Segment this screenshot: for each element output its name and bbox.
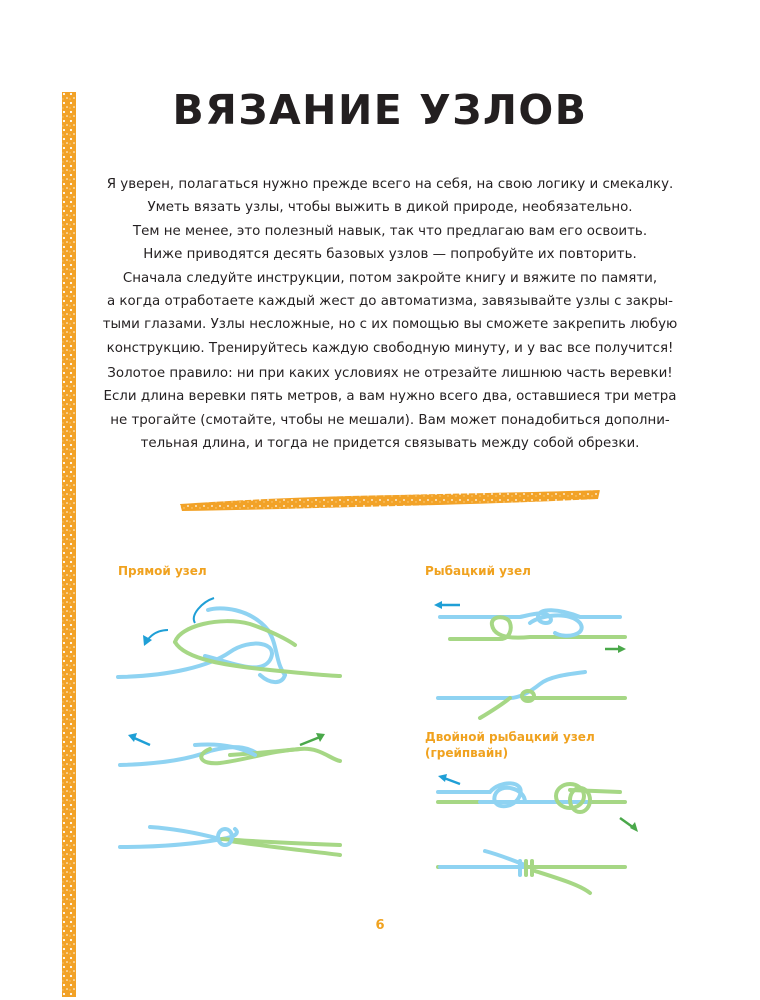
intro-line: Уметь вязать узлы, чтобы выжить в дикой природе, необязательно. — [147, 200, 633, 216]
intro-line: Я уверен, полагаться нужно прежде всего на себя, на свою логику и смекалку. — [106, 177, 674, 192]
intro-line: Ниже приводятся десять базовых узлов — попробуйте их повторить. — [143, 247, 637, 263]
square-knot-step-1 — [110, 590, 350, 700]
caption-fisherman-knot: Рыбацкий узел — [425, 564, 531, 578]
brush-divider — [178, 486, 602, 514]
page-title: ВЯЗАНИЕ УЗЛОВ — [172, 86, 588, 134]
intro-line: а когда отработаете каждый жест до автоматизма, завязывайте узлы с закры- — [106, 294, 674, 310]
golden-rule-paragraph — [100, 362, 680, 456]
edge-decoration-stripe — [62, 92, 76, 997]
caption-double-fisherman-line1: Двойной рыбацкий узел — [425, 730, 595, 744]
intro-paragraph — [100, 173, 680, 360]
rule-line: Золотое правило: ни при каких условиях не отрезайте лишнюю часть веревки! — [107, 366, 673, 381]
square-knot-step-2 — [110, 725, 350, 775]
page-number: 6 — [375, 918, 385, 933]
rule-line: тельная длина, и тогда не придется связывать между собой обрезки. — [140, 436, 640, 452]
rule-line: Если длина веревки пять метров, а вам нужно всего два, оставшиеся три метра — [103, 389, 677, 405]
double-fisherman-step-2 — [430, 845, 650, 900]
double-fisherman-step-1 — [430, 770, 650, 840]
intro-line: Тем не менее, это полезный навык, так что предлагаю вам его освоить. — [132, 223, 648, 239]
intro-line: конструкцию. Тренируйтесь каждую свободную минуту, и у вас все получится! — [106, 340, 674, 356]
fisherman-knot-step-1 — [430, 595, 640, 655]
square-knot-step-3 — [110, 815, 350, 865]
caption-double-fisherman-knot — [425, 729, 595, 761]
caption-square-knot: Прямой узел — [118, 564, 207, 578]
intro-line: Сначала следуйте инструкции, потом закройте книгу и вяжите по памяти, — [122, 270, 658, 286]
caption-double-fisherman-line2: (грейпвайн) — [425, 746, 509, 760]
intro-line: тыми глазами. Узлы несложные, но с их помощью вы сможете закрепить любую — [102, 317, 678, 333]
fisherman-knot-step-2 — [430, 670, 640, 720]
rule-line: не трогайте (смотайте, чтобы не мешали). Вам может понадобиться дополни- — [110, 412, 670, 428]
